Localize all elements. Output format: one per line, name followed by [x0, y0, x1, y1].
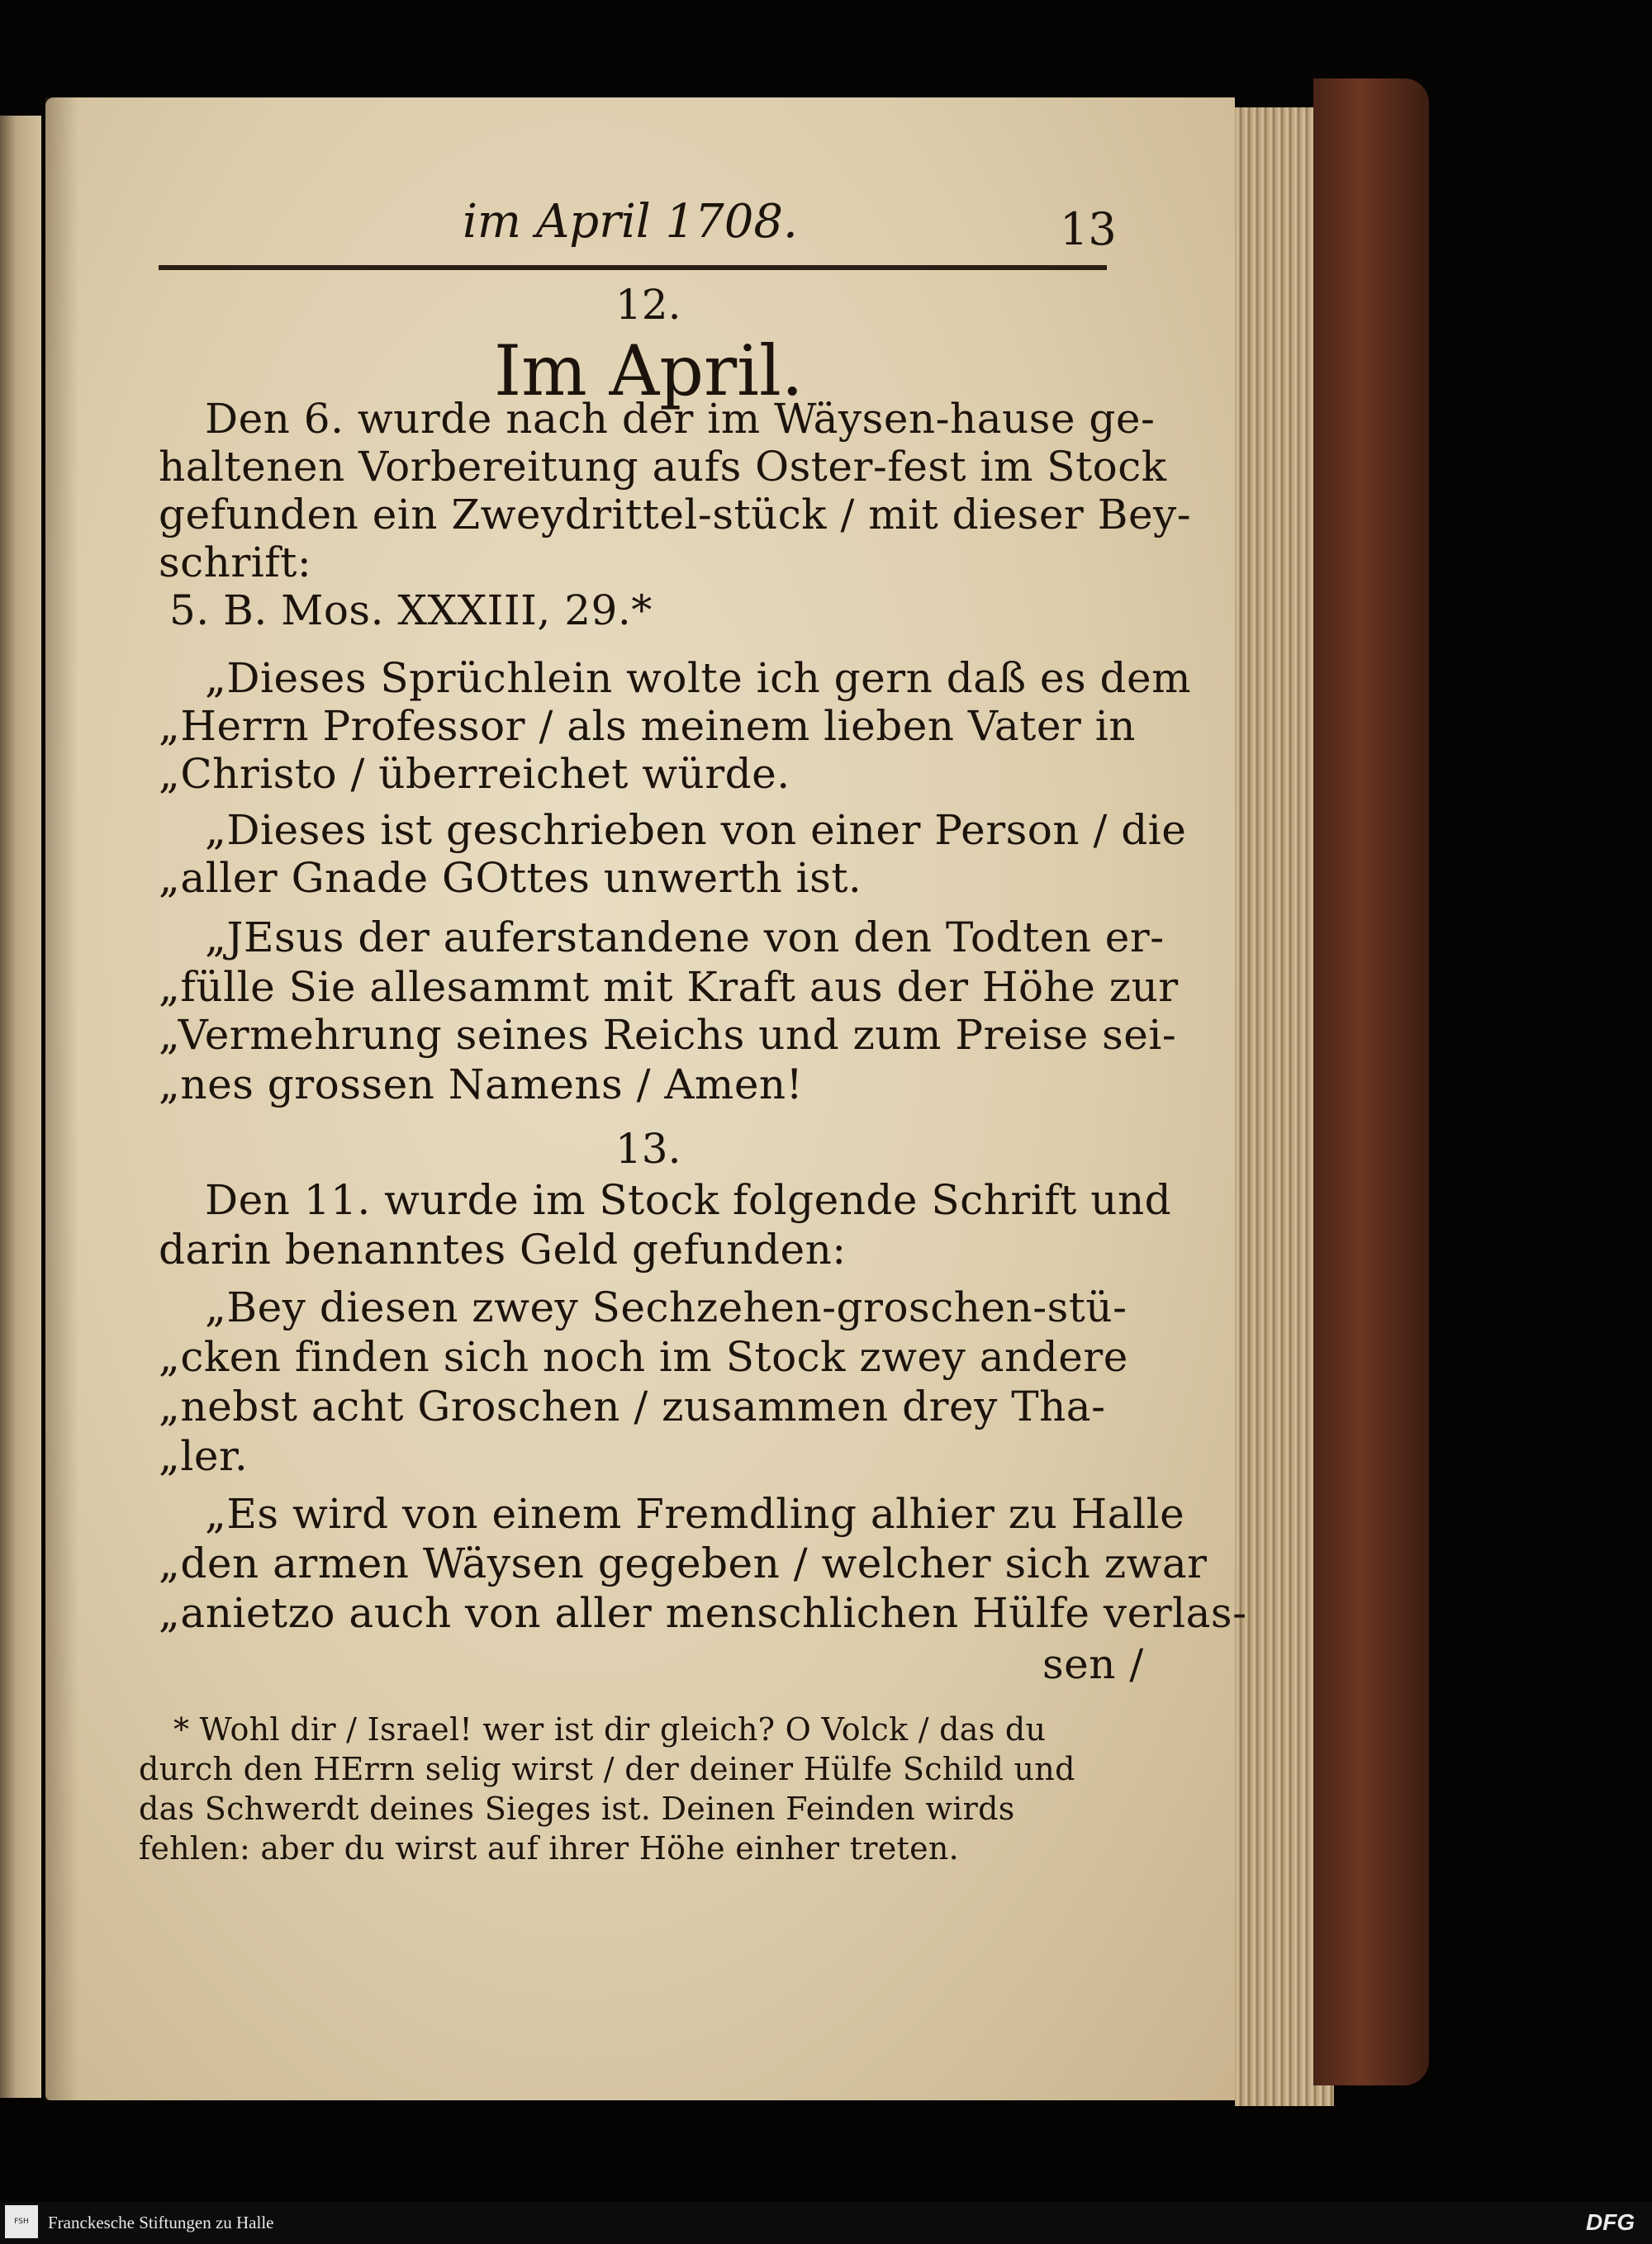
text-line: „den armen Wäysen gegeben / welcher sich zwar: [159, 1539, 1208, 1587]
text-line: darin benanntes Geld gefunden:: [159, 1226, 847, 1274]
header-rule: [159, 265, 1107, 270]
text-line: „ler.: [159, 1432, 249, 1480]
text-line: Den 6. wurde nach der im Wäysen-hause ge-: [205, 395, 1156, 443]
text-line: „Herrn Professor / als meinem lieben Vater in: [159, 702, 1136, 750]
text-line: haltenen Vorbereitung aufs Oster-fest im Stock: [159, 443, 1167, 491]
text-line: „Vermehrung seines Reichs und zum Preise sei-: [159, 1011, 1177, 1059]
text-line: „Es wird von einem Fremdling alhier zu Halle: [205, 1490, 1185, 1538]
text-line: „Christo / überreichet würde.: [159, 750, 790, 798]
text-line: „Dieses Sprüchlein wolte ich gern daß es dem: [205, 654, 1192, 702]
text-line: Den 11. wurde im Stock folgende Schrift und: [205, 1176, 1172, 1224]
footnote-line: * Wohl dir / Israel! wer ist dir gleich? O Volck / das du: [173, 1711, 1047, 1748]
scripture-reference: 5. B. Mos. XXXIII, 29.*: [169, 586, 653, 634]
section-number-12: 12.: [615, 281, 681, 329]
institution-logo: FSH: [5, 2205, 38, 2238]
text-line: „nes grossen Namens / Amen!: [159, 1060, 804, 1108]
institution-name: Franckesche Stiftungen zu Halle: [48, 2213, 274, 2232]
text-line: „JEsus der auferstandene von den Todten er-: [205, 913, 1165, 961]
text-line: „nebst acht Groschen / zusammen drey Tha-: [159, 1383, 1106, 1430]
dfg-logo: DFG: [1586, 2209, 1635, 2235]
text-line: sen /: [1042, 1640, 1144, 1688]
section-number-13: 13.: [615, 1125, 681, 1173]
text-line: „Bey diesen zwey Sechzehen-groschen-stü-: [205, 1283, 1127, 1331]
text-line: „fülle Sie allesammt mit Kraft aus der Höhe zur: [159, 963, 1179, 1011]
text-line: „Dieses ist geschrieben von einer Person / die: [205, 806, 1187, 854]
footnote-line: durch den HErrn selig wirst / der deiner Hülfe Schild und: [139, 1751, 1075, 1787]
text-line: „anietzo auch von aller menschlichen Hülfe verlas-: [159, 1589, 1247, 1637]
text-line: „cken finden sich noch im Stock zwey andere: [159, 1333, 1128, 1381]
text-line: schrift:: [159, 538, 312, 586]
text-line: gefunden ein Zweydrittel-stück / mit dieser Bey-: [159, 491, 1192, 538]
page-gutter-shadow: [45, 97, 78, 2100]
book-cover-edge: [1313, 78, 1429, 2085]
running-head: im April 1708.: [463, 195, 798, 249]
footnote-line: das Schwerdt deines Sieges ist. Deinen Feinden wirds: [139, 1791, 1015, 1827]
section-heading: Im April.: [494, 330, 804, 411]
text-line: „aller Gnade GOttes unwerth ist.: [159, 854, 862, 902]
facing-page-edge: [0, 116, 41, 2098]
footnote-line: fehlen: aber du wirst auf ihrer Höhe einher treten.: [139, 1830, 960, 1867]
page-number: 13: [1060, 203, 1117, 255]
